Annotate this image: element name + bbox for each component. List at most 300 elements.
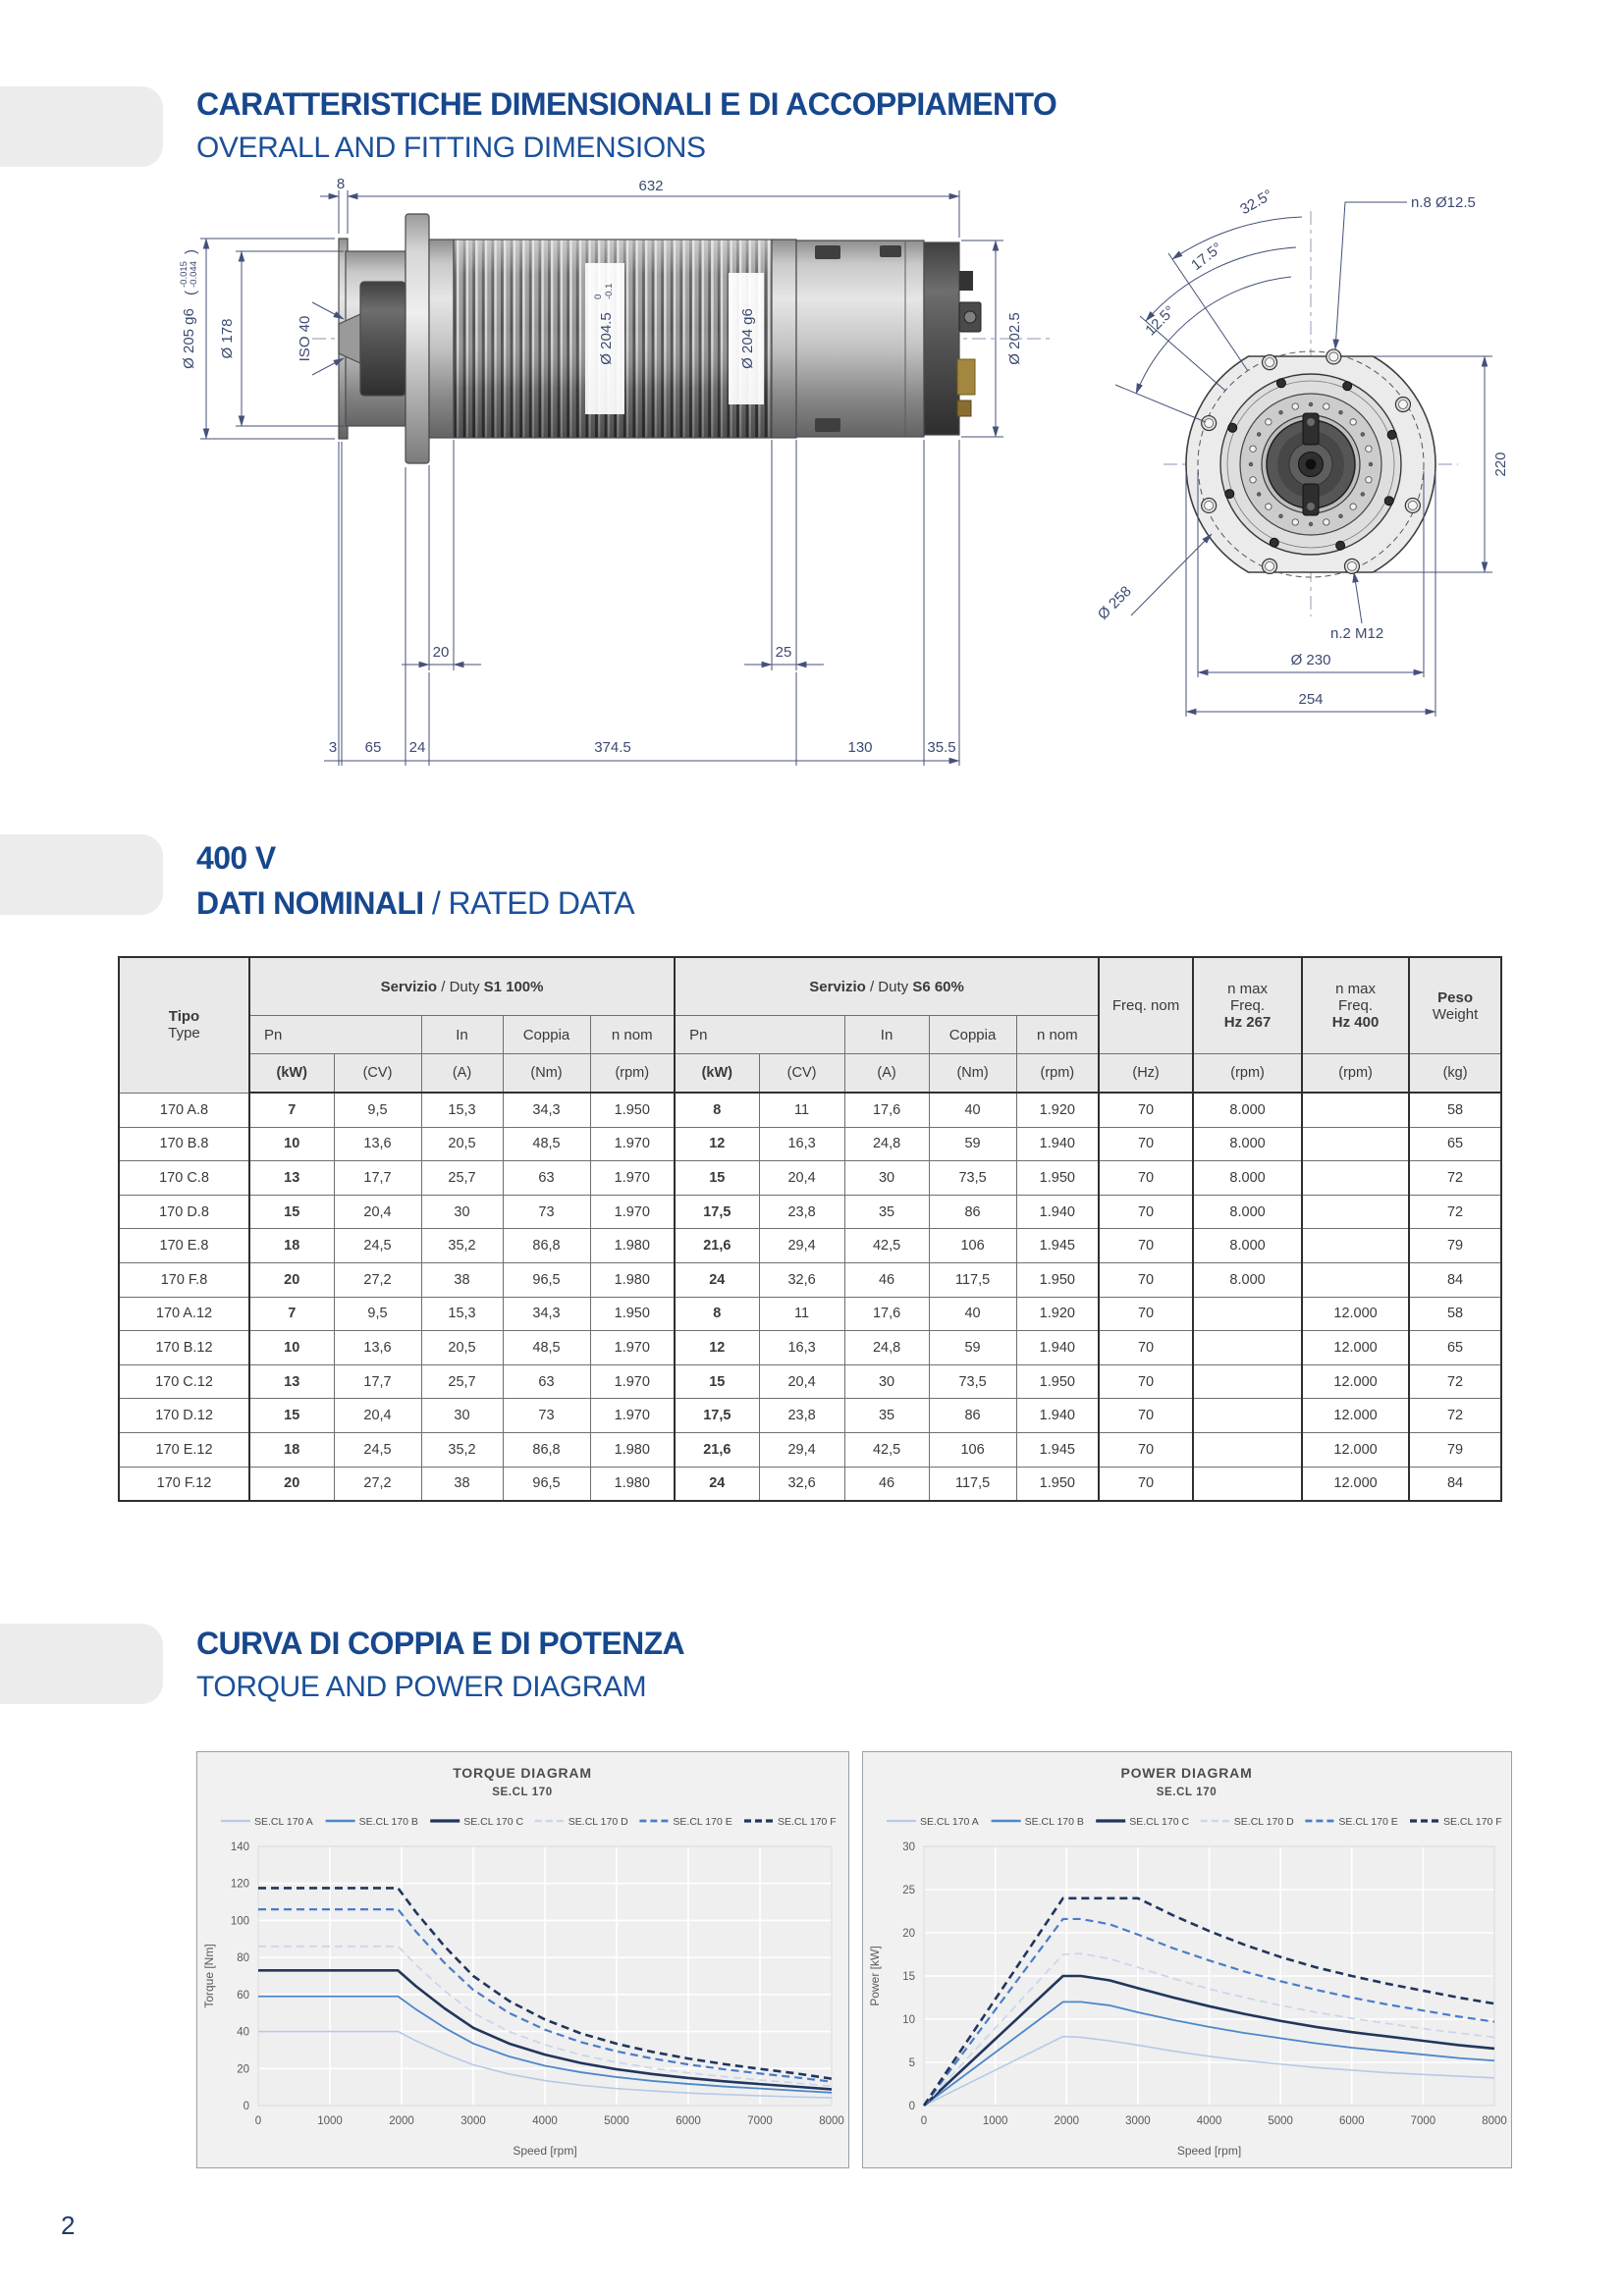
cell: 27,2 <box>334 1262 421 1297</box>
cell: 23,8 <box>759 1399 844 1433</box>
svg-text:24: 24 <box>408 739 426 756</box>
cell: 15 <box>675 1364 759 1399</box>
cell: 1.970 <box>590 1331 675 1365</box>
legend-label: SE.CL 170 F <box>778 1816 837 1828</box>
cell: 70 <box>1099 1195 1193 1229</box>
x-tick: 5000 <box>604 2115 629 2127</box>
cell: 24,5 <box>334 1229 421 1263</box>
header-nmax-267: n max Freq. Hz 267 <box>1193 957 1302 1054</box>
cell: 70 <box>1099 1364 1193 1399</box>
cell: 72 <box>1409 1399 1501 1433</box>
table-row <box>119 1297 1501 1331</box>
y-tick: 120 <box>230 1878 249 1891</box>
cell: 20 <box>249 1262 334 1297</box>
svg-text:32.5°: 32.5° <box>1237 186 1276 219</box>
unit-hz: (Hz) <box>1099 1054 1193 1094</box>
dimension-drawing <box>0 177 1624 805</box>
cell: 24 <box>675 1467 759 1501</box>
unit-nm: (Nm) <box>929 1054 1016 1094</box>
cell: 8.000 <box>1193 1262 1302 1297</box>
cell: 9,5 <box>334 1093 421 1127</box>
cell: 1.970 <box>590 1364 675 1399</box>
nose-cap <box>360 282 406 396</box>
cell: 30 <box>844 1364 929 1399</box>
cell: 8.000 <box>1193 1229 1302 1263</box>
cell: 170 D.12 <box>119 1399 249 1433</box>
svg-text:Ø 258: Ø 258 <box>1094 582 1135 623</box>
cell: 11 <box>759 1093 844 1127</box>
cell <box>1193 1364 1302 1399</box>
header-nnom-s6: n nom <box>1016 1016 1099 1054</box>
header-in-s1: In <box>421 1016 503 1054</box>
cell: 73,5 <box>929 1161 1016 1196</box>
x-tick: 3000 <box>1125 2115 1151 2127</box>
cell: 20,5 <box>421 1331 503 1365</box>
cell: 40 <box>929 1093 1016 1127</box>
cell: 8.000 <box>1193 1093 1302 1127</box>
cell: 170 E.12 <box>119 1432 249 1467</box>
legend-label: SE.CL 170 A <box>254 1816 313 1828</box>
cell: 170 A.12 <box>119 1297 249 1331</box>
header-tipo: Tipo Type <box>119 957 249 1093</box>
cell: 24,5 <box>334 1432 421 1467</box>
y-tick: 0 <box>243 2101 249 2112</box>
legend-label: SE.CL 170 B <box>358 1816 418 1828</box>
cell: 10 <box>249 1331 334 1365</box>
cell: 12.000 <box>1302 1331 1409 1365</box>
section2-title-en: RATED DATA <box>448 885 635 921</box>
connector-pin <box>964 311 976 323</box>
header-coppia-s6: Coppia <box>929 1016 1016 1054</box>
cell: 1.945 <box>1016 1432 1099 1467</box>
table-row <box>119 1331 1501 1365</box>
cell: 170 F.12 <box>119 1467 249 1501</box>
power-chart <box>863 1752 1510 2166</box>
cell: 106 <box>929 1432 1016 1467</box>
table-row <box>119 1093 1501 1127</box>
cell: 170 C.8 <box>119 1161 249 1196</box>
cell: 65 <box>1409 1331 1501 1365</box>
legend-label: SE.CL 170 E <box>1338 1816 1398 1828</box>
section2-title-it: DATI NOMINALI <box>196 885 424 921</box>
legend-label: SE.CL 170 B <box>1024 1816 1084 1828</box>
header-coppia-s1: Coppia <box>503 1016 590 1054</box>
x-tick: 8000 <box>819 2115 844 2127</box>
y-tick: 15 <box>902 1971 915 1983</box>
svg-text:-0.1: -0.1 <box>604 283 615 299</box>
cell: 20,4 <box>759 1161 844 1196</box>
cell: 170 E.8 <box>119 1229 249 1263</box>
cell: 1.950 <box>590 1297 675 1331</box>
svg-text:): ) <box>183 249 199 254</box>
header-freq-nom: Freq. nom <box>1099 957 1193 1054</box>
cell: 1.970 <box>590 1161 675 1196</box>
cell: 20,4 <box>759 1364 844 1399</box>
header-peso: Peso Weight <box>1409 957 1501 1054</box>
cell: 12.000 <box>1302 1432 1409 1467</box>
cell: 170 B.12 <box>119 1331 249 1365</box>
x-tick: 2000 <box>1054 2115 1080 2127</box>
cell: 17,6 <box>844 1297 929 1331</box>
cell <box>1302 1262 1409 1297</box>
x-tick: 3000 <box>460 2115 486 2127</box>
page-number: 2 <box>61 2211 76 2240</box>
y-tick: 25 <box>902 1885 915 1896</box>
cell: 24,8 <box>844 1127 929 1161</box>
cell: 30 <box>421 1195 503 1229</box>
cell: 70 <box>1099 1262 1193 1297</box>
header-in-s6: In <box>844 1016 929 1054</box>
legend-label: SE.CL 170 A <box>920 1816 979 1828</box>
cell <box>1193 1331 1302 1365</box>
front-view <box>1095 187 1509 717</box>
cell: 70 <box>1099 1093 1193 1127</box>
x-tick: 4000 <box>532 2115 558 2127</box>
cell: 1.940 <box>1016 1195 1099 1229</box>
cell: 29,4 <box>759 1432 844 1467</box>
x-axis-label: Speed [rpm] <box>513 2144 577 2158</box>
cell: 1.920 <box>1016 1297 1099 1331</box>
cell: 9,5 <box>334 1297 421 1331</box>
svg-text:25: 25 <box>775 644 792 661</box>
x-tick: 1000 <box>982 2115 1008 2127</box>
cell: 38 <box>421 1262 503 1297</box>
unit-kg: (kg) <box>1409 1054 1501 1094</box>
side-view <box>179 177 1051 766</box>
y-tick: 80 <box>237 1952 249 1965</box>
svg-text:ISO 40: ISO 40 <box>297 315 313 362</box>
connector-small <box>959 271 973 291</box>
table-row <box>119 1195 1501 1229</box>
cell: 1.940 <box>1016 1399 1099 1433</box>
svg-text:65: 65 <box>364 739 382 756</box>
cell: 70 <box>1099 1127 1193 1161</box>
header-pn-s1: Pn <box>249 1016 421 1054</box>
cell: 17,7 <box>334 1364 421 1399</box>
cell: 117,5 <box>929 1467 1016 1501</box>
cell: 1.980 <box>590 1432 675 1467</box>
cell: 72 <box>1409 1195 1501 1229</box>
unit-kw: (kW) <box>675 1054 759 1094</box>
cell: 70 <box>1099 1432 1193 1467</box>
latch <box>815 418 840 432</box>
cell: 30 <box>421 1399 503 1433</box>
cell: 70 <box>1099 1161 1193 1196</box>
cell: 17,5 <box>675 1195 759 1229</box>
cell: 70 <box>1099 1331 1193 1365</box>
y-tick: 40 <box>237 2026 249 2039</box>
svg-text:-0.044: -0.044 <box>189 261 199 288</box>
y-tick: 30 <box>902 1842 915 1853</box>
cell: 46 <box>844 1467 929 1501</box>
rear-cap <box>924 242 959 435</box>
unit-rpm: (rpm) <box>1302 1054 1409 1094</box>
front-collar <box>429 240 454 438</box>
dim-204-label: Ø 204 g6 <box>739 308 756 369</box>
table-row <box>119 1127 1501 1161</box>
latch <box>880 245 901 257</box>
cell <box>1302 1093 1409 1127</box>
chart-subtitle: SE.CL 170 <box>1156 1787 1218 1798</box>
cell: 1.970 <box>590 1127 675 1161</box>
section3-title-en: TORQUE AND POWER DIAGRAM <box>196 1671 647 1703</box>
x-axis-label: Speed [rpm] <box>1176 2144 1242 2158</box>
cell: 35 <box>844 1399 929 1433</box>
chart-subtitle: SE.CL 170 <box>492 1787 553 1798</box>
svg-text:Ø 202.5: Ø 202.5 <box>1006 312 1023 365</box>
cell: 23,8 <box>759 1195 844 1229</box>
cell: 12.000 <box>1302 1297 1409 1331</box>
cell: 1.945 <box>1016 1229 1099 1263</box>
svg-text:12.5°: 12.5° <box>1142 302 1179 340</box>
cell: 170 F.8 <box>119 1262 249 1297</box>
y-tick: 0 <box>908 2101 915 2112</box>
cell: 72 <box>1409 1364 1501 1399</box>
bottom-dims <box>324 440 959 766</box>
key-slot <box>1303 484 1319 515</box>
legend-label: SE.CL 170 C <box>463 1816 524 1828</box>
y-tick: 100 <box>230 1915 249 1928</box>
cell: 79 <box>1409 1432 1501 1467</box>
cell: 70 <box>1099 1399 1193 1433</box>
cell: 84 <box>1409 1467 1501 1501</box>
dim-n2m12 <box>1330 572 1383 642</box>
rated-data-table <box>118 956 1502 1502</box>
unit-rpm: (rpm) <box>1016 1054 1099 1094</box>
cell <box>1193 1432 1302 1467</box>
cell: 42,5 <box>844 1229 929 1263</box>
unit-rpm: (rpm) <box>590 1054 675 1094</box>
cell: 73,5 <box>929 1364 1016 1399</box>
y-tick: 140 <box>230 1842 249 1853</box>
header-duty-s6: Servizio / Duty S6 60% <box>675 957 1099 1016</box>
legend-label: SE.CL 170 D <box>568 1816 628 1828</box>
cell: 27,2 <box>334 1467 421 1501</box>
legend-label: SE.CL 170 F <box>1443 1816 1502 1828</box>
table-row <box>119 1161 1501 1196</box>
cell: 24 <box>675 1262 759 1297</box>
y-tick: 20 <box>902 1928 915 1940</box>
svg-text:n.2 M12: n.2 M12 <box>1330 625 1384 642</box>
cell: 15 <box>675 1161 759 1196</box>
section-tab-3 <box>0 1624 163 1704</box>
unit-kw: (kW) <box>249 1054 334 1094</box>
latch <box>815 245 840 259</box>
cell: 7 <box>249 1093 334 1127</box>
cell: 13,6 <box>334 1331 421 1365</box>
cell: 13 <box>249 1161 334 1196</box>
chart-title: POWER DIAGRAM <box>1120 1765 1253 1781</box>
cell: 12.000 <box>1302 1364 1409 1399</box>
cell: 58 <box>1409 1093 1501 1127</box>
header-nmax-400: n max Freq. Hz 400 <box>1302 957 1409 1054</box>
svg-text:Ø 205 g6: Ø 205 g6 <box>181 308 197 369</box>
y-tick: 60 <box>237 1989 249 2002</box>
x-tick: 6000 <box>1338 2115 1365 2127</box>
cell: 63 <box>503 1161 590 1196</box>
x-tick: 8000 <box>1482 2115 1507 2127</box>
cell: 12.000 <box>1302 1467 1409 1501</box>
cell: 38 <box>421 1467 503 1501</box>
section1-title-it: CARATTERISTICHE DIMENSIONALI E DI ACCOPPIAMENTO <box>196 86 1057 122</box>
cell: 11 <box>759 1297 844 1331</box>
cell: 8.000 <box>1193 1195 1302 1229</box>
cell: 1.940 <box>1016 1331 1099 1365</box>
cell <box>1193 1399 1302 1433</box>
cell: 18 <box>249 1229 334 1263</box>
cell: 17,5 <box>675 1399 759 1433</box>
cell: 73 <box>503 1195 590 1229</box>
cell: 35,2 <box>421 1432 503 1467</box>
cell: 86 <box>929 1399 1016 1433</box>
x-tick: 0 <box>920 2115 928 2127</box>
cell: 15,3 <box>421 1297 503 1331</box>
table-row <box>119 1364 1501 1399</box>
svg-text:35.5: 35.5 <box>927 739 956 756</box>
section3-title-it: CURVA DI COPPIA E DI POTENZA <box>196 1626 685 1661</box>
unit-nm: (Nm) <box>503 1054 590 1094</box>
cell: 170 C.12 <box>119 1364 249 1399</box>
cell: 17,6 <box>844 1093 929 1127</box>
svg-text:-0.015: -0.015 <box>179 261 189 288</box>
cell: 35 <box>844 1195 929 1229</box>
table-row <box>119 1399 1501 1433</box>
svg-text:254: 254 <box>1298 691 1324 708</box>
cell: 32,6 <box>759 1262 844 1297</box>
dim-258 <box>1095 534 1212 623</box>
svg-text:220: 220 <box>1492 452 1509 477</box>
power-diagram-panel <box>862 1751 1512 2168</box>
x-tick: 7000 <box>1410 2115 1436 2127</box>
cell <box>1193 1297 1302 1331</box>
cell <box>1302 1161 1409 1196</box>
x-tick: 5000 <box>1268 2115 1293 2127</box>
cell: 86,8 <box>503 1432 590 1467</box>
key-slot <box>1303 413 1319 445</box>
cell: 34,3 <box>503 1297 590 1331</box>
chart-title: TORQUE DIAGRAM <box>453 1765 592 1781</box>
brass-fitting <box>957 400 971 416</box>
brass-fitting <box>957 359 975 395</box>
cell: 40 <box>929 1297 1016 1331</box>
cell: 12 <box>675 1331 759 1365</box>
table-row <box>119 1432 1501 1467</box>
y-tick: 5 <box>908 2057 915 2069</box>
cell <box>1302 1127 1409 1161</box>
cell: 46 <box>844 1262 929 1297</box>
cell: 20 <box>249 1467 334 1501</box>
svg-text:632: 632 <box>638 178 664 194</box>
cell: 15,3 <box>421 1093 503 1127</box>
cell: 25,7 <box>421 1161 503 1196</box>
section1-title-en: OVERALL AND FITTING DIMENSIONS <box>196 132 706 164</box>
x-tick: 7000 <box>747 2115 773 2127</box>
cell: 1.970 <box>590 1195 675 1229</box>
y-axis-label: Torque [Nm] <box>202 1944 216 2008</box>
cell: 1.950 <box>1016 1262 1099 1297</box>
legend-label: SE.CL 170 D <box>1233 1816 1294 1828</box>
section-tab-1 <box>0 86 163 167</box>
cell: 73 <box>503 1399 590 1433</box>
y-tick: 10 <box>902 2014 915 2026</box>
cell: 13,6 <box>334 1127 421 1161</box>
unit-rpm: (rpm) <box>1193 1054 1302 1094</box>
cell <box>1302 1195 1409 1229</box>
dim-n8 <box>1335 194 1476 349</box>
cell: 1.950 <box>1016 1161 1099 1196</box>
cell: 8 <box>675 1297 759 1331</box>
cell: 16,3 <box>759 1331 844 1365</box>
cell: 170 B.8 <box>119 1127 249 1161</box>
cell: 7 <box>249 1297 334 1331</box>
cell: 1.970 <box>590 1399 675 1433</box>
cell: 106 <box>929 1229 1016 1263</box>
header-nnom-s1: n nom <box>590 1016 675 1054</box>
cell: 79 <box>1409 1229 1501 1263</box>
cell: 20,4 <box>334 1195 421 1229</box>
cell: 86 <box>929 1195 1016 1229</box>
cell: 12.000 <box>1302 1399 1409 1433</box>
dim-20 <box>402 440 481 670</box>
svg-text:Ø 230: Ø 230 <box>1290 652 1331 668</box>
cell: 21,6 <box>675 1229 759 1263</box>
cell: 72 <box>1409 1161 1501 1196</box>
cell: 96,5 <box>503 1467 590 1501</box>
x-tick: 4000 <box>1196 2115 1222 2127</box>
x-tick: 0 <box>254 2115 262 2127</box>
section2-title: DATI NOMINALI / RATED DATA <box>196 885 635 921</box>
cell: 70 <box>1099 1229 1193 1263</box>
torque-diagram-panel <box>196 1751 849 2168</box>
svg-text:(: ( <box>183 291 199 295</box>
torque-chart <box>197 1752 847 2166</box>
cell: 96,5 <box>503 1262 590 1297</box>
svg-text:Ø 178: Ø 178 <box>219 318 236 359</box>
cell: 21,6 <box>675 1432 759 1467</box>
svg-text:20: 20 <box>432 644 450 661</box>
cell: 58 <box>1409 1297 1501 1331</box>
cell: 1.940 <box>1016 1127 1099 1161</box>
svg-text:8: 8 <box>336 177 346 192</box>
cell: 59 <box>929 1127 1016 1161</box>
table-row <box>119 1262 1501 1297</box>
cell: 32,6 <box>759 1467 844 1501</box>
cell: 10 <box>249 1127 334 1161</box>
cell <box>1302 1229 1409 1263</box>
table-row <box>119 1467 1501 1501</box>
cell: 20,5 <box>421 1127 503 1161</box>
cell: 8.000 <box>1193 1161 1302 1196</box>
cell: 170 A.8 <box>119 1093 249 1127</box>
svg-text:130: 130 <box>847 739 873 756</box>
cell: 8.000 <box>1193 1127 1302 1161</box>
rear-collar <box>772 240 796 438</box>
header-pn-s6: Pn <box>675 1016 844 1054</box>
cell: 35,2 <box>421 1229 503 1263</box>
svg-text:Ø 204.5: Ø 204.5 <box>598 312 615 365</box>
unit-a: (A) <box>421 1054 503 1094</box>
cell: 8 <box>675 1093 759 1127</box>
mounting-flange <box>406 214 429 463</box>
svg-text:3: 3 <box>328 739 338 756</box>
y-axis-label: Power [kW] <box>868 1946 882 2006</box>
section2-voltage: 400 V <box>196 840 276 876</box>
cell: 15 <box>249 1195 334 1229</box>
cell: 117,5 <box>929 1262 1016 1297</box>
cell: 1.950 <box>590 1093 675 1127</box>
cell: 86,8 <box>503 1229 590 1263</box>
svg-text:374.5: 374.5 <box>594 739 631 756</box>
